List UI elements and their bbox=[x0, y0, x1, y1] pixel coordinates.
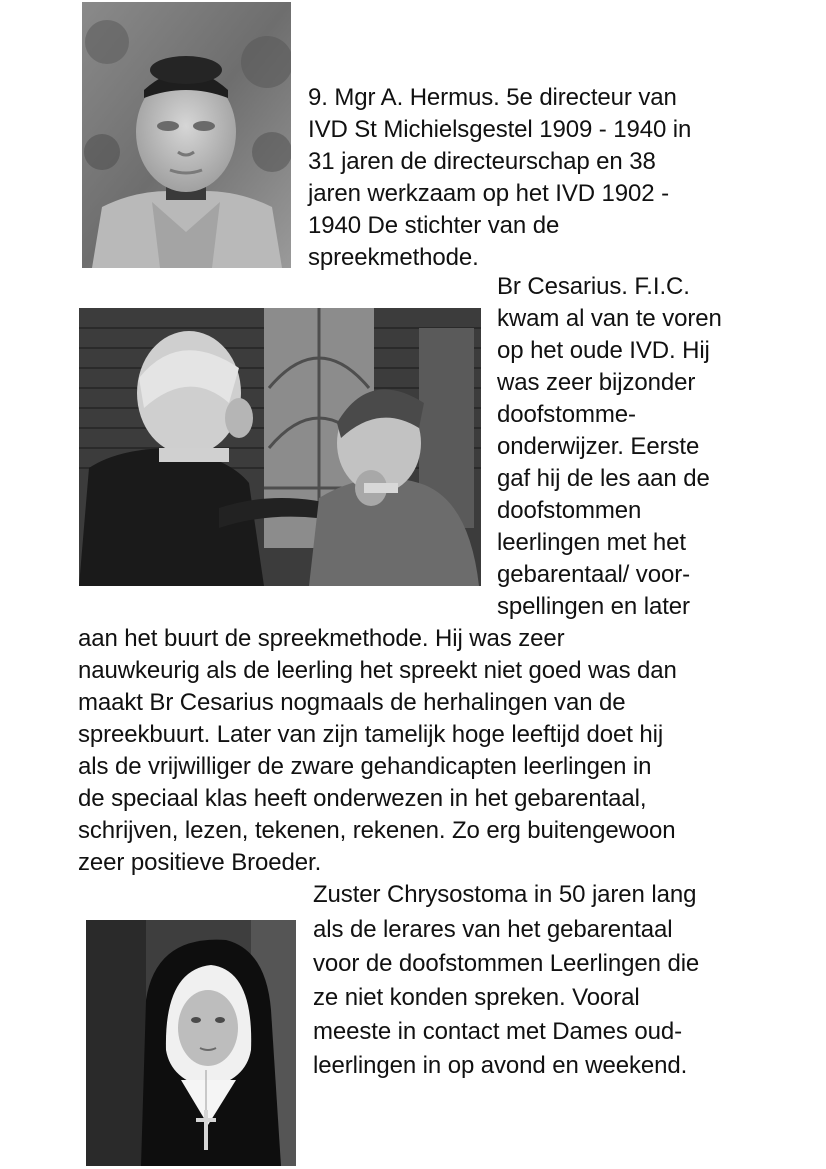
cesarius-caption-line: spreekbuurt. Later van zijn tamelijk hoge leeftijd doet hij bbox=[78, 721, 664, 748]
cesarius-caption-line: als de vrijwilliger de zware gehandicapten leerlingen in bbox=[78, 753, 652, 780]
chrysostoma-caption-line: voor de doofstommen Leerlingen die bbox=[313, 950, 700, 977]
chrysostoma-portrait-image bbox=[86, 920, 296, 1166]
cesarius-caption-line: nauwkeurig als de leerling het spreekt niet goed was dan bbox=[78, 657, 677, 684]
photo-zuster-chrysostoma bbox=[86, 920, 296, 1166]
photo-br-cesarius bbox=[79, 308, 481, 586]
cesarius-caption-line: was zeer bijzonder bbox=[497, 369, 696, 396]
hermus-caption bbox=[308, 82, 728, 278]
cesarius-caption-line: aan het buurt de spreekmethode. Hij was zeer bbox=[78, 625, 565, 652]
cesarius-caption-line: doofstommen bbox=[497, 497, 642, 524]
cesarius-caption-line: gaf hij de les aan de bbox=[497, 465, 710, 492]
cesarius-caption-line: onderwijzer. Eerste bbox=[497, 433, 700, 460]
chrysostoma-caption-line: als de lerares van het gebarentaal bbox=[313, 916, 673, 943]
cesarius-caption-line: maakt Br Cesarius nogmaals de herhalingen van de bbox=[78, 689, 626, 716]
cesarius-caption-full bbox=[78, 623, 778, 879]
cesarius-caption-line: gebarentaal/ voor- bbox=[497, 561, 690, 588]
hermus-caption-line: 1940 De stichter van de bbox=[308, 212, 560, 239]
chrysostoma-caption-line: leerlingen in op avond en weekend. bbox=[313, 1052, 688, 1079]
hermus-caption-line: 9. Mgr A. Hermus. 5e directeur van bbox=[308, 84, 677, 111]
cesarius-caption-line: op het oude IVD. Hij bbox=[497, 337, 710, 364]
portrait-hermus-image bbox=[82, 2, 291, 268]
chrysostoma-caption-line: Zuster Chrysostoma in 50 jaren lang bbox=[313, 881, 697, 908]
chrysostoma-caption bbox=[313, 879, 753, 1079]
cesarius-caption-line: doofstomme- bbox=[497, 401, 636, 428]
cesarius-caption-line: zeer positieve Broeder. bbox=[78, 849, 322, 876]
cesarius-caption-line: kwam al van te voren bbox=[497, 305, 722, 332]
cesarius-caption-line: spellingen en later bbox=[497, 593, 690, 620]
hermus-caption-line: IVD St Michielsgestel 1909 - 1940 in bbox=[308, 116, 692, 143]
cesarius-caption-line: schrijven, lezen, tekenen, rekenen. Zo erg buitengewoon bbox=[78, 817, 676, 844]
photo-mgr-hermus bbox=[82, 2, 291, 268]
chrysostoma-caption-line: meeste in contact met Dames oud- bbox=[313, 1018, 682, 1045]
cesarius-pupil-image bbox=[79, 308, 481, 586]
hermus-caption-line: 31 jaren de directeurschap en 38 bbox=[308, 148, 656, 175]
cesarius-caption-line: de speciaal klas heeft onderwezen in het gebarentaal, bbox=[78, 785, 647, 812]
cesarius-caption-right bbox=[497, 271, 757, 623]
hermus-caption-line: jaren werkzaam op het IVD 1902 - bbox=[308, 180, 669, 207]
cesarius-caption-line: Br Cesarius. F.I.C. bbox=[497, 273, 690, 300]
chrysostoma-caption-line: ze niet konden spreken. Vooral bbox=[313, 984, 640, 1011]
hermus-caption-line: spreekmethode. bbox=[308, 244, 479, 271]
cesarius-caption-line: leerlingen met het bbox=[497, 529, 686, 556]
